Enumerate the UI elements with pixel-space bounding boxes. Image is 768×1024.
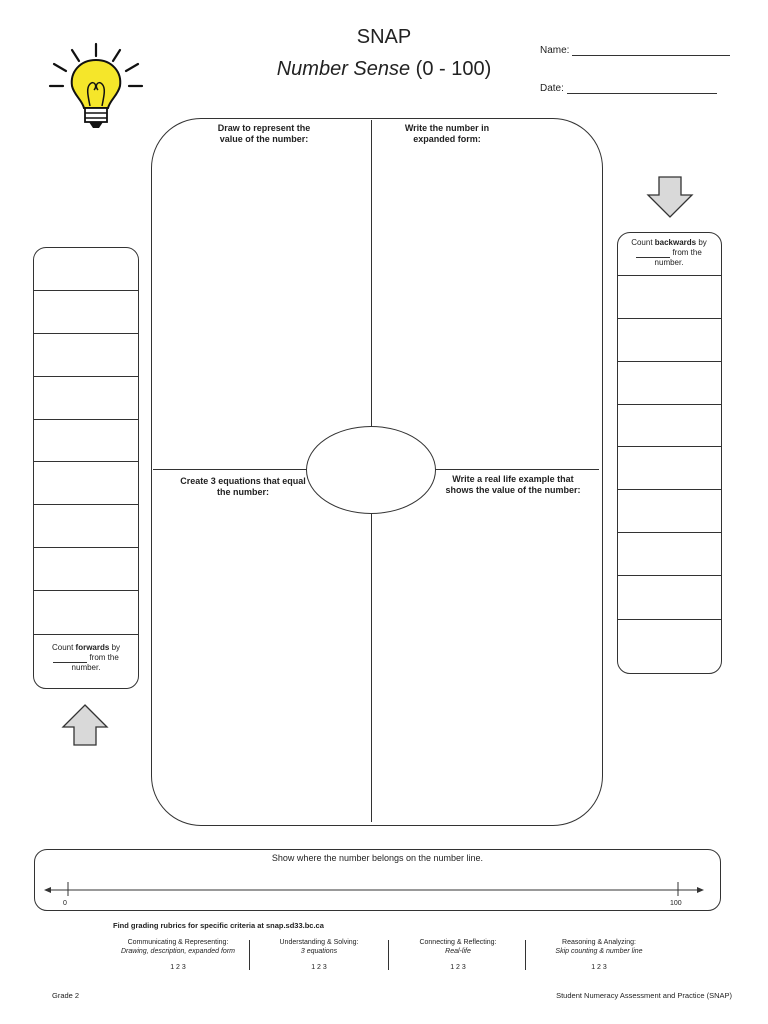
arrow-down-icon — [646, 175, 694, 219]
rubric-understanding — [254, 938, 384, 972]
rubric-title: Understanding & Solving: — [279, 939, 359, 946]
count-backwards-blank[interactable] — [636, 249, 670, 258]
name-blank[interactable] — [572, 55, 730, 56]
date-label: Date: — [540, 83, 564, 94]
rubric-detail: Real-life — [445, 948, 471, 955]
rubric-title: Communicating & Representing: — [127, 939, 229, 946]
page-title: SNAP — [356, 26, 412, 48]
rubric-detail: Drawing, description, expanded form — [120, 948, 235, 955]
quadrant-equations-label: Create 3 equations that equal the number: — [180, 476, 306, 497]
rubric-scale: 1 2 3 — [311, 964, 327, 971]
count-forwards-suffix: by — [109, 643, 121, 652]
name-label: Name: — [540, 45, 570, 56]
footer-program: Student Numeracy Assessment and Practice (SNAP) — [556, 991, 732, 1000]
count-backwards-bold: backwards — [654, 238, 697, 247]
rubric-note: Find grading rubrics for specific criteria at snap.sd33.bc.ca — [113, 921, 324, 930]
count-forwards-label — [38, 643, 134, 673]
name-field[interactable] — [540, 45, 730, 56]
count-backwards-prefix: Count — [631, 238, 655, 247]
center-circle[interactable] — [306, 426, 436, 514]
rubric-detail: 3 equations — [300, 948, 338, 955]
count-backwards-label — [622, 238, 716, 268]
count-backwards-column — [617, 232, 722, 674]
count-forwards-tail: from the number. — [71, 653, 119, 672]
count-backwards-tail: from the number. — [654, 248, 702, 267]
number-line-instruction: Show where the number belongs on the number line. — [271, 853, 484, 863]
number-line-end: 100 — [670, 900, 682, 907]
quadrant-draw-label: Draw to represent the value of the number: — [217, 123, 311, 144]
count-forwards-column — [33, 247, 139, 689]
subtitle-italic: Number Sense — [276, 58, 411, 80]
rubric-title: Connecting & Reflecting: — [419, 939, 497, 946]
date-field[interactable] — [540, 83, 717, 94]
rubric-divider — [388, 940, 389, 970]
page-subtitle — [0, 58, 768, 81]
lightbulb-icon — [44, 40, 148, 130]
subtitle-range: (0 - 100) — [410, 58, 492, 80]
quadrant-expanded-label: Write the number in expanded form: — [404, 123, 490, 144]
quadrant-real-life-label: Write a real life example that shows the value of the number: — [445, 474, 581, 495]
arrow-up-icon — [61, 703, 109, 747]
count-forwards-bold: forwards — [75, 643, 110, 652]
rubric-reasoning — [530, 938, 668, 972]
footer-grade: Grade 2 — [52, 991, 80, 1000]
rubric-scale: 1 2 3 — [591, 964, 607, 971]
rubric-scale: 1 2 3 — [450, 964, 466, 971]
count-forwards-prefix: Count — [51, 643, 76, 652]
rubric-title: Reasoning & Analyzing: — [562, 939, 636, 946]
rubric-scale: 1 2 3 — [170, 964, 186, 971]
rubric-divider — [525, 940, 526, 970]
count-forwards-blank[interactable] — [53, 654, 87, 663]
count-backwards-suffix: by — [696, 238, 707, 247]
rubric-communicating — [108, 938, 248, 972]
rubric-detail: Skip counting & number line — [555, 948, 643, 955]
rubric-divider — [249, 940, 250, 970]
number-line[interactable] — [44, 878, 704, 898]
date-blank[interactable] — [567, 93, 717, 94]
number-line-start: 0 — [63, 900, 67, 907]
rubric-connecting — [393, 938, 523, 972]
